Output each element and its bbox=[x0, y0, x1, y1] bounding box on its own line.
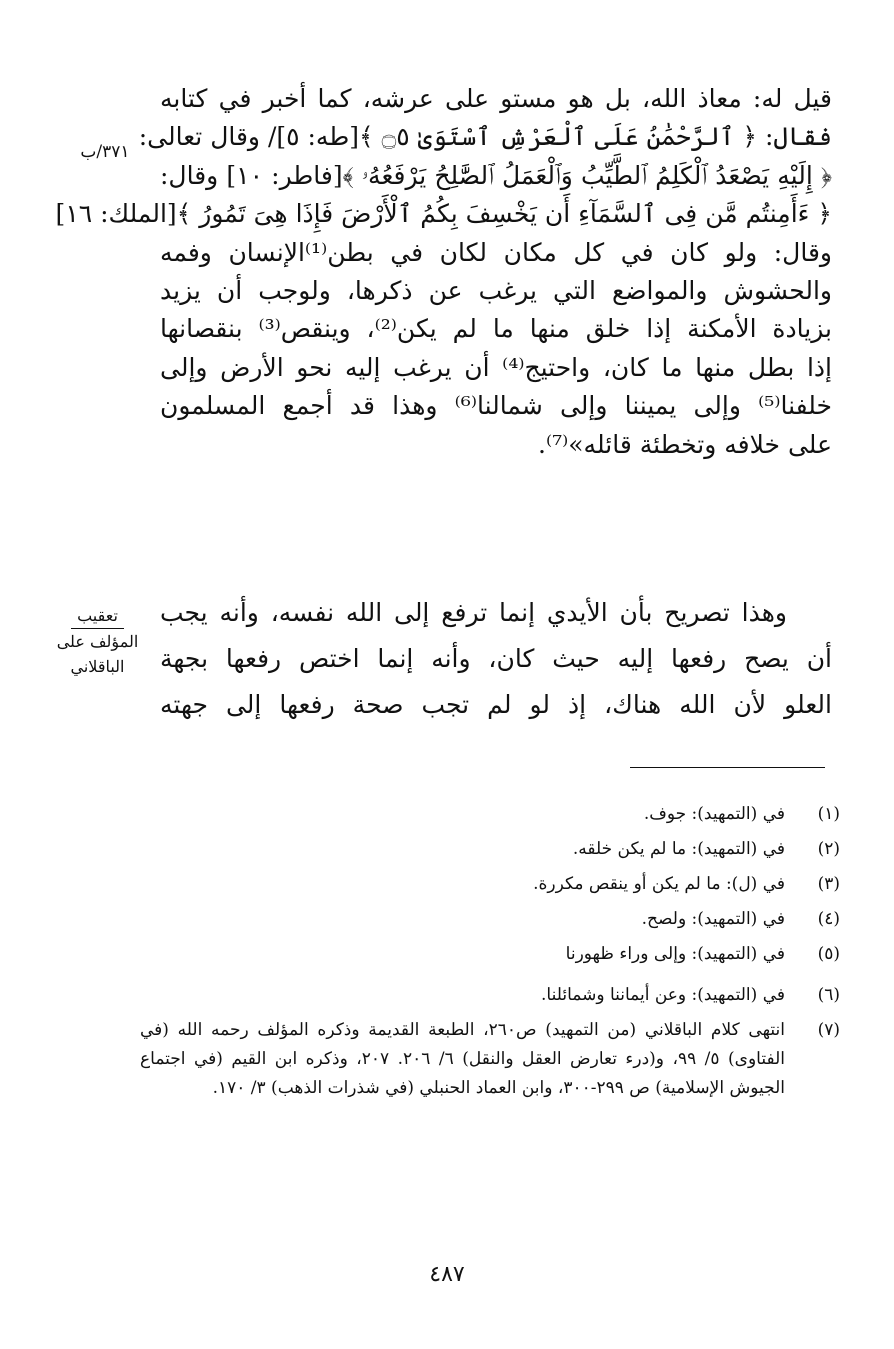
footnote-text: في (التمهيد): وعن أيماننا وشمائلنا. bbox=[541, 985, 785, 1005]
footnote bbox=[140, 981, 840, 1010]
footnote bbox=[140, 1016, 840, 1103]
text-line: بزيادة الأمكنة إذا خلق منها ما لم يكن⁽²⁾، وينقص⁽³⁾ بنقصانها bbox=[160, 314, 832, 344]
manuscript-folio-reference: ٣٧١/ب bbox=[80, 142, 130, 162]
footnote-text: في (التمهيد): جوف. bbox=[643, 804, 785, 824]
footnote-number: (٧) bbox=[817, 1020, 840, 1040]
margin-note-line: الباقلاني bbox=[70, 657, 125, 676]
footnote-number: (٤) bbox=[817, 909, 840, 929]
footnote-text: في (ل): ما لم يكن أو ينقص مكررة. bbox=[533, 874, 785, 894]
text-line: وقال: ولو كان في كل مكان لكان في بطن⁽¹⁾الإنسان وفمه bbox=[160, 237, 832, 267]
text-line: أن يصح رفعها إليه حيث كان، وأنه إنما اختص رفعها بجهة bbox=[160, 644, 832, 673]
footnote-text: في (التمهيد): ولصح. bbox=[641, 909, 785, 929]
text-line: على خلافه وتخطئة قائله»⁽⁷⁾. bbox=[538, 429, 832, 459]
page-number: ٤٨٧ bbox=[429, 1262, 465, 1287]
footnote bbox=[140, 905, 840, 934]
footnote-text: في (التمهيد): وإلى وراء ظهورنا bbox=[565, 944, 785, 964]
footnote-separator bbox=[630, 767, 825, 768]
footnote-number: (٣) bbox=[817, 874, 840, 894]
footnote-number: (٥) bbox=[817, 944, 840, 964]
text-line: خلفنا⁽⁵⁾ وإلى يميننا وإلى شمالنا⁽⁶⁾ وهذا قد أجمع المسلمون bbox=[160, 391, 832, 421]
text-line: والحشوش والمواضع التي يرغب عن ذكرها، ولوجب أن يزيد bbox=[160, 276, 832, 306]
footnote bbox=[140, 800, 840, 829]
margin-note-line: المؤلف على bbox=[56, 632, 139, 651]
text-line: إذا بطل منها ما كان، واحتيج⁽⁴⁾ أن يرغب إليه نحو الأرض وإلى bbox=[160, 352, 832, 382]
footnotes bbox=[140, 800, 840, 1109]
text-line: ﴿ ءَأَمِنتُم مَّن فِى ٱلسَّمَآءِ أَن يَخْسِفَ بِكُمُ ٱلْأَرْضَ فَإِذَا هِىَ تَمُورُ ﴾[الملك: ١٦] bbox=[55, 199, 832, 229]
footnote bbox=[140, 835, 840, 864]
text-line: وهذا تصريح بأن الأيدي إنما ترفع إلى الله نفسه، وأنه يجب bbox=[160, 598, 787, 627]
footnote-number: (١) bbox=[817, 804, 840, 824]
text-line: ﴿ إِلَيْهِ يَصْعَدُ ٱلْكَلِمُ ٱلطَّيِّبُ وَٱلْعَمَلُ ٱلصَّٰلِحُ يَرْفَعُهُۥ ﴾[فاطر: ١٠] وقال: bbox=[160, 160, 832, 190]
text-line: العلو لأن الله هناك، إذ لو لم تجب صحة رفعها إلى جهته bbox=[160, 690, 832, 719]
footnote-number: (٢) bbox=[817, 839, 840, 859]
second-paragraph bbox=[160, 590, 832, 728]
footnote-text: انتهى كلام الباقلاني (من التمهيد) ص٢٦٠، الطبعة القديمة وذكره المؤلف رحمه الله (في الفتاوى) ٥/ ٩٩، و(درء تعارض العقل والنقل) ٦/ ٢٠٦. ٢٠٧، وذكره ابن القيم (في اجتماع الجيوش الإسلامية) ص ٢٩٩-٣٠٠، وابن العماد الحنبلي (في شذرات الذهب) ٣/ ١٧٠. bbox=[140, 1020, 785, 1098]
margin-note bbox=[45, 603, 150, 679]
footnote bbox=[140, 870, 840, 899]
footnote-text: في (التمهيد): ما لم يكن خلقه. bbox=[572, 839, 785, 859]
footnote bbox=[140, 940, 840, 969]
footnote-number: (٦) bbox=[817, 985, 840, 1005]
text-line: قيل له: معاذ الله، بل هو مستو على عرشه، كما أخبر في كتابه bbox=[160, 84, 832, 113]
margin-note-line: تعقيب bbox=[71, 603, 124, 629]
text-line: فقال: ﴿ ٱلرَّحْمَٰنُ عَلَى ٱلْعَرْشِ ٱسْتَوَىٰ ۝٥ ﴾[طه: ٥]/ وقال تعالى: bbox=[138, 122, 832, 152]
